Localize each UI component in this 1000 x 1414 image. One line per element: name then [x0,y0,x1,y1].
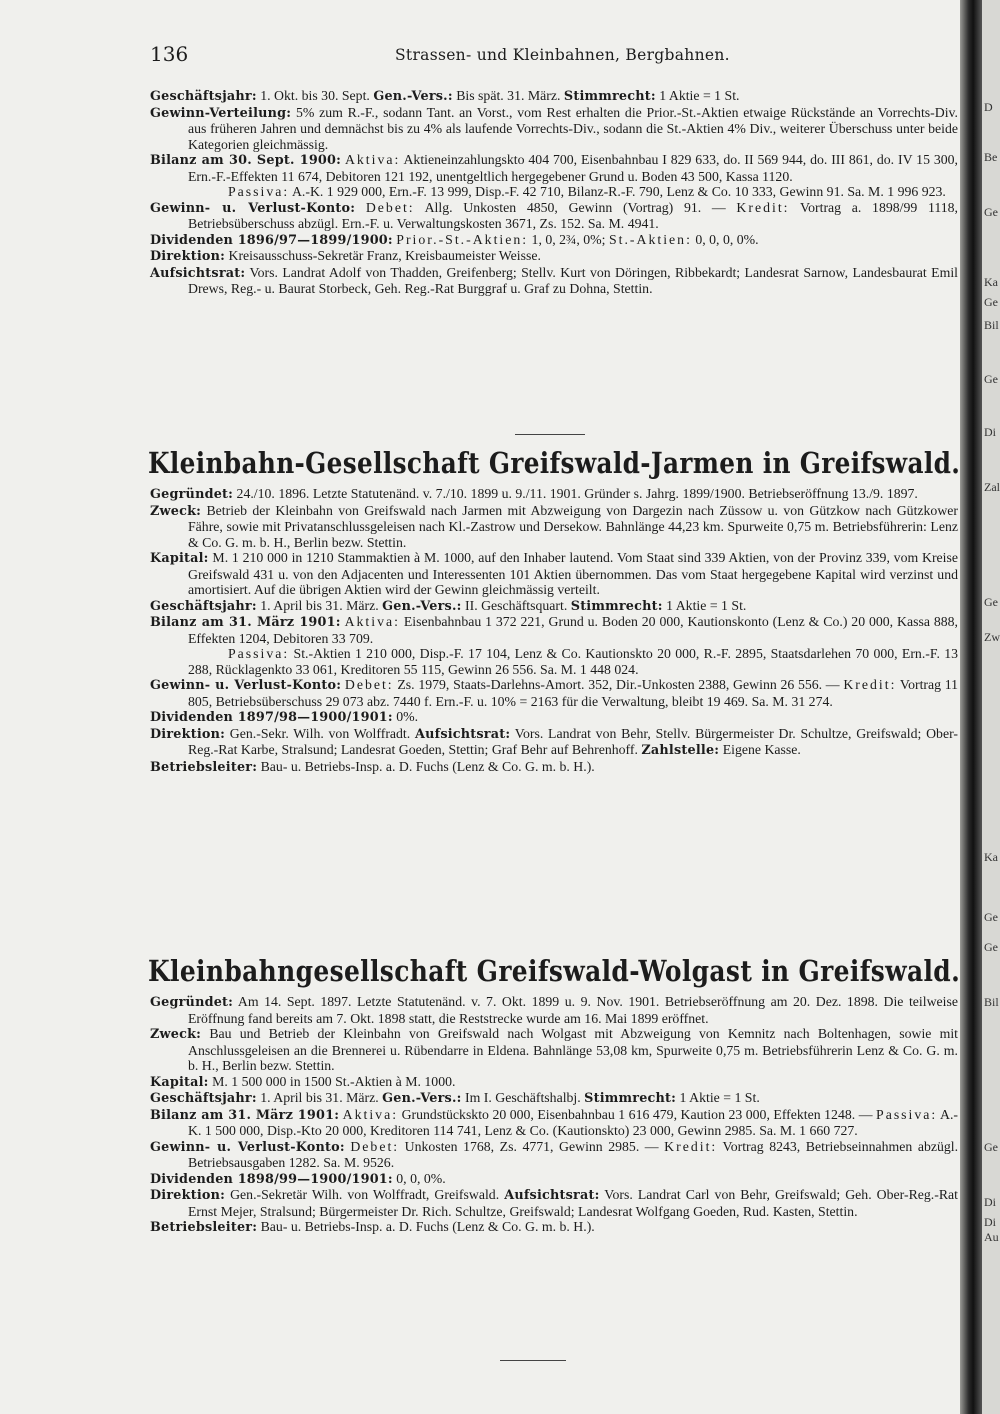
facing-page-fragment: Ge [984,205,998,219]
entry-geschaeftsjahr: Geschäftsjahr: 1. April bis 31. März. Gen.-Vers.: Im I. Geschäftshalbj. Stimmrecht: 1 Aktie = 1 St. [150,1090,760,1106]
entry-kapital: Kapital: M. 1 500 000 in 1500 St.-Aktien à M. 1000. [150,1073,456,1090]
entry-gewinn-verlust: Gewinn- u. Verlust-Konto: Debet: Allg. Unkosten 4850, Gewinn (Vortrag) 91. — Kredit: Vortrag a. 1898/99 1118, Betriebsüberschuss abzügl. Ern.-F. u. Verwaltungskosten 3671, Zs. 152. Sa. M. 4941. [150,199,958,231]
entry-aufsichtsrat: Aufsichtsrat: Vors. Landrat Adolf von Thadden, Greifenberg; Stellv. Kurt von Döringen, Ribbekardt; Landesrat Sarnow, Landesbaurat Emil Drews, Reg.- u. Baurat Storbeck, Geh. Reg.-Rat Burggraf u. Graf zu Dohna, Stettin. [150,264,958,296]
entry-bilanz: Bilanz am 30. Sept. 1900: Aktiva: Aktieneinzahlungskto 404 700, Eisenbahnbau I 829 633, do. II 569 944, do. III 861, do. IV 15 300, Ern.-F.-Effekten 11 674, Debitoren 121 192, unentgeltlich hergegebener Grund u. Boden 43 500, Kassa 1120. Passiva: A.-K. 1 929 000, Ern.-F. 13 999, Disp.-F. 42 710, Bilanz-R.-F. 790, Lenz & Co. 10 333, Gewinn 91. Sa. M. 1 996 923. [150,152,958,199]
section-divider [515,434,585,435]
facing-page-fragment: Ge [984,1140,998,1154]
section-greifswald-jarmen [150,486,958,775]
company-title-greifswald-jarmen: Kleinbahn-Gesellschaft Greifswald-Jarmen in Greifswald. [148,446,961,480]
entry-betriebsleiter: Betriebsleiter: Bau- u. Betriebs-Insp. a. D. Fuchs (Lenz & Co. G. m. b. H.). [150,758,595,775]
page-header [150,42,950,66]
facing-page-fragment: Zw [984,630,1000,644]
facing-page-fragment: Di [984,425,996,439]
facing-page-fragment: Bil [984,995,999,1009]
facing-page-fragment: Ge [984,295,998,309]
book-spine-shadow [960,0,982,1414]
entry-geschaeftsjahr: Geschäftsjahr: 1. April bis 31. März. Gen.-Vers.: II. Geschäftsquart. Stimmrecht: 1 Aktie = 1 St. [150,597,747,614]
entry-direktion: Direktion: Kreisausschuss-Sekretär Franz, Kreisbaumeister Weisse. [150,248,541,264]
facing-page-fragment: Ge [984,595,998,609]
entry-direktion: Direktion: Gen.-Sekr. Wilh. von Wolffradt. Aufsichtsrat: Vors. Landrat von Behr, Stellv. Bürgermeister Dr. Schultze, Greifswald; Ober-Reg.-Rat Karbe, Stralsund; Landesrat Goeden, Stettin; Graf Behr auf Behrenhoff. Zahlstelle: Eigene Kasse. [150,725,958,758]
entry-gewinn-verlust: Gewinn- u. Verlust-Konto: Debet: Unkosten 1768, Zs. 4771, Gewinn 2985. — Kredit: Vortrag 8243, Betriebseinnahmen abzügl. Betriebsausgaben 1282. Sa. M. 9526. [150,1138,959,1170]
facing-page-fragment: Ka [984,275,998,289]
facing-page-fragment: Ge [984,940,998,954]
facing-page-fragment: Be [984,150,998,164]
facing-page-edge [982,0,1000,1414]
page-number: 136 [150,42,189,66]
entry-zweck: Zweck: Bau und Betrieb der Kleinbahn von Greifswald nach Wolgast mit Abzweigung von Kemnitz nach Boltenhagen, sowie mit Anschlussgeleisen an die Brennerei u. Rübendarre in Eldena. Bahnlänge 53,08 km, Spurweite 0,75 m. Betriebsführerin Lenz & Co. G. m. b. H., Berlin bezw. Stettin. [150,1026,959,1073]
facing-page-fragment: D [984,100,993,114]
entry-gegruendet: Gegründet: 24./10. 1896. Letzte Statutenänd. v. 7./10. 1899 u. 9./11. 1901. Gründer s. Jahrg. 1899/1900. Betriebseröffnung 13./9. 1897. [150,486,918,502]
entry-betriebsleiter: Betriebsleiter: Bau- u. Betriebs-Insp. a. D. Fuchs (Lenz & Co. G. m. b. H.). [150,1219,595,1235]
entry-gegruendet: Gegründet: Am 14. Sept. 1897. Letzte Statutenänd. v. 7. Okt. 1899 u. 9. Nov. 1901. Betriebseröffnung am 20. Dez. 1898. Die teilweise Eröffnung fand bereits am 7. Okt. 1898 statt, die Reststrecke wurde am 16. Mai 1899 eröffnet. [150,994,958,1026]
facing-page-fragment: Bil [984,318,999,332]
facing-page-fragment: Ka [984,850,998,864]
facing-page-fragment: Di [984,1215,996,1229]
entry-dividenden: Dividenden 1897/98—1900/1901: 0%. [150,709,419,725]
entry-geschaeftsjahr: Geschäftsjahr: 1. Okt. bis 30. Sept. Gen.-Vers.: Bis spät. 31. März. Stimmrecht: 1 Aktie = 1 St. [150,88,740,104]
company-title-greifswald-wolgast: Kleinbahngesellschaft Greifswald-Wolgast in Greifswald. [148,954,961,988]
section-continued-company [150,88,958,297]
entry-gewinn-verteilung: Gewinn-Verteilung: 5% zum R.-F., sodann Tant. an Vorst., vom Rest erhalten die Prior.-St.-Aktien etwaige Rückstände an Vorrechts-Div. aus früheren Jahren und demnächst bis zu 4% als laufende Vorrechts-Div., sodann die St.-Aktien 4% Div., weiterer Überschuss unter beide Kategorien gleichmässig. [150,104,959,152]
facing-page-fragment: Di [984,1195,996,1209]
facing-page-fragment: Au [984,1230,999,1244]
section-greifswald-wolgast [150,994,958,1236]
entry-kapital: Kapital: M. 1 210 000 in 1210 Stammaktien à M. 1000, auf den Inhaber lautend. Vom Staat sind 339 Aktien, von der Provinz 339, vom Kreise Greifswald 431 u. von den Adjacenten und Interessenten 101 Aktien übernommen. Das vom Staat hergegebene Kapital wird verzinst und amortisiert. Auf die übrigen Aktien wird der Gewinn gleichmässig verteilt. [150,550,959,597]
entry-dividenden: Dividenden 1898/99—1900/1901: 0, 0, 0%. [150,1170,446,1187]
facing-page-fragment: Ge [984,372,998,386]
end-divider [500,1360,566,1361]
entry-bilanz: Bilanz am 31. März 1901: Aktiva: Grundstückskto 20 000, Eisenbahnbau 1 616 479, Kaution 23 000, Effekten 1248. — Passiva: A.-K. 1 500 000, Disp.-Kto 20 000, Kreditoren 114 741, Lenz & Co. (Kautionskto) 23 000, Gewinn 2985. Sa. M. 1 660 727. [150,1106,959,1138]
entry-zweck: Zweck: Betrieb der Kleinbahn von Greifswald nach Jarmen mit Abzweigung von Dargezin nach Züssow u. von Gützkow nach Gützkower Fähre, sowie mit Privatanschlussgeleisen nach Kl.-Zastrow und Dersekow. Bahnlänge 44,23 km. Spurweite 0,75 m. Betriebsführerin: Lenz & Co. G. m. b. H., Berlin bezw. Stettin. [150,502,959,550]
facing-page-fragment: Zal [984,480,1000,494]
entry-direktion: Direktion: Gen.-Sekretär Wilh. von Wolffradt, Greifswald. Aufsichtsrat: Vors. Landrat Carl von Behr, Greifswald; Geh. Ober-Reg.-Rat Ernst Mejer, Stralsund; Bürgermeister Dr. Rich. Schultze, Greifswald; Landesrat Wolfgang Goeden, Rud. Kasten, Stettin. [150,1187,959,1219]
facing-page-fragment: Ge [984,910,998,924]
entry-bilanz: Bilanz am 31. März 1901: Aktiva: Eisenbahnbau 1 372 221, Grund u. Boden 20 000, Kautionskonto (Lenz & Co.) 20 000, Kassa 888, Effekten 1204, Debitoren 33 709. Passiva: St.-Aktien 1 210 000, Disp.-F. 17 104, Lenz & Co. Kautionskto 20 000, R.-F. 2895, Staatsdarlehen 70 000, Ern.-F. 13 288, Rücklagenkto 33 061, Kreditoren 55 115, Gewinn 26 556. Sa. M. 1 448 024. [150,614,958,677]
entry-gewinn-verlust: Gewinn- u. Verlust-Konto: Debet: Zs. 1979, Staats-Darlehns-Amort. 352, Dir.-Unkosten 2388, Gewinn 26 556. — Kredit: Vortrag 11 805, Betriebsüberschuss 29 073 abz. 7440 f. Ern.-F. u. 10% = 2163 für die Verwaltung, bleibt 19 469. Sa. M. 31 274. [150,677,959,709]
running-head: Strassen- und Kleinbahnen, Bergbahnen. [395,46,730,64]
entry-dividenden: Dividenden 1896/97—1899/1900: Prior.-St.-Aktien: 1, 0, 2¾, 0%; St.-Aktien: 0, 0, 0, 0%. [150,231,759,248]
